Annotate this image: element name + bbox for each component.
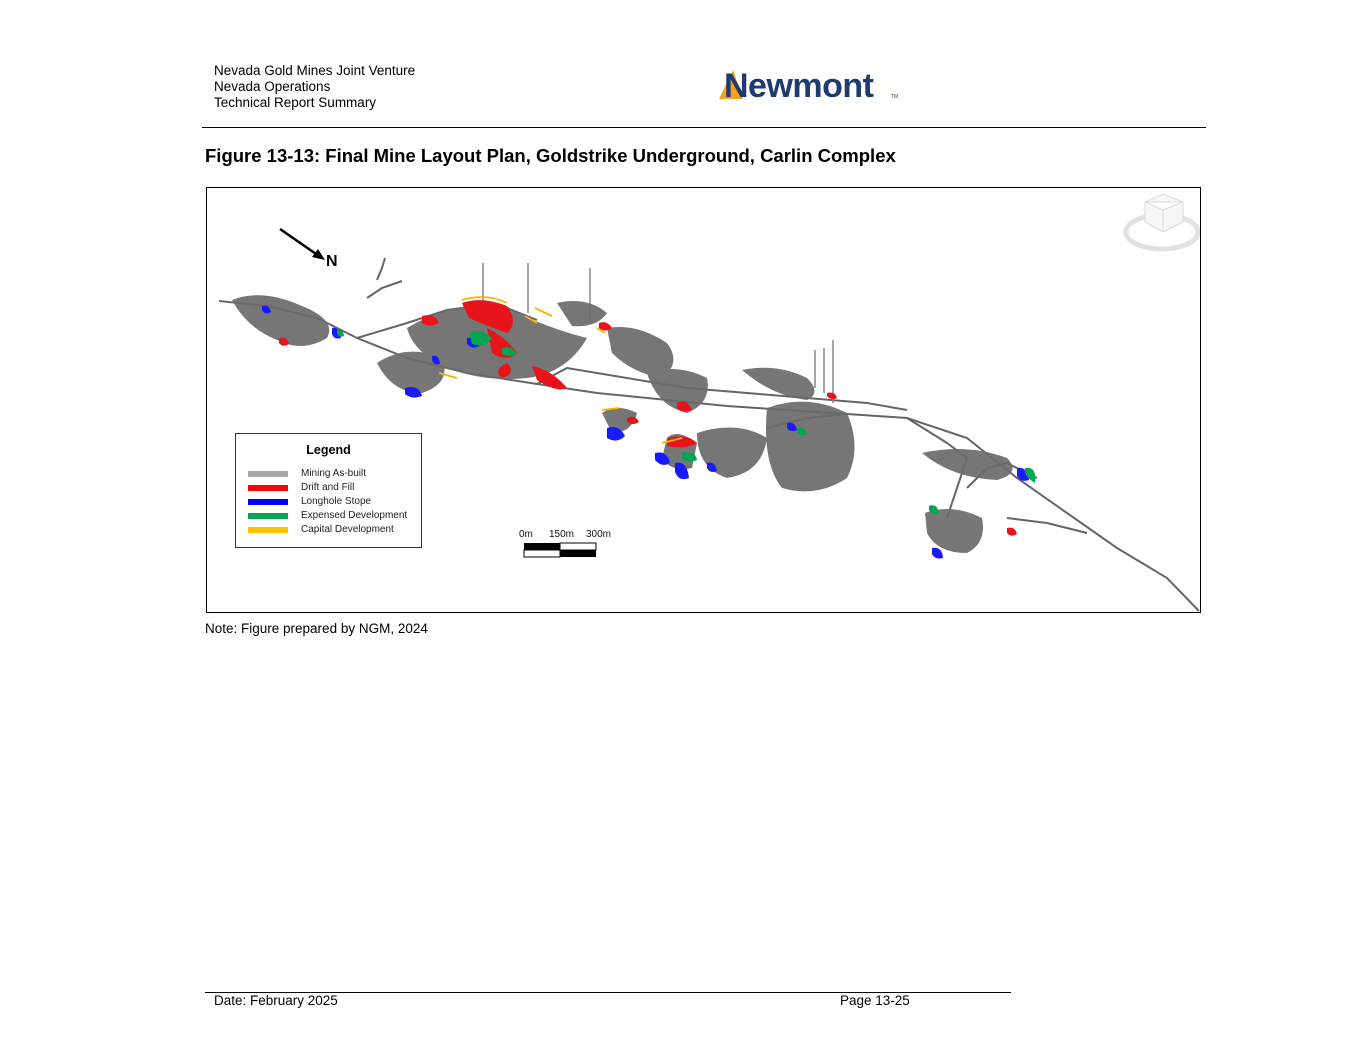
legend-label: Capital Development — [301, 524, 394, 535]
legend-label: Mining As-built — [301, 468, 367, 479]
logo-wordmark: Newmont — [724, 67, 874, 105]
legend-swatch — [248, 527, 288, 533]
legend-label: Drift and Fill — [301, 482, 355, 493]
header-text-block — [214, 63, 415, 111]
header-report: Technical Report Summary — [214, 95, 377, 110]
header-company: Nevada Gold Mines Joint Venture — [214, 63, 416, 78]
figure-title: Figure 13-13: Final Mine Layout Plan, Goldstrike Underground, Carlin Complex — [205, 145, 896, 166]
figure-note: Note: Figure prepared by NGM, 2024 — [205, 621, 428, 636]
legend-swatch — [248, 499, 288, 505]
scale-bar — [524, 543, 596, 557]
legend-label: Expensed Development — [301, 510, 408, 521]
legend-label: Longhole Stope — [301, 496, 372, 507]
logo-trademark: TM — [891, 94, 899, 100]
map-legend — [235, 433, 422, 548]
view-cube-icon — [1126, 194, 1198, 249]
header-operations: Nevada Operations — [214, 79, 331, 94]
footer-page-number: Page 13-25 — [840, 993, 910, 1008]
legend-swatch — [248, 471, 288, 477]
newmont-logo — [719, 66, 904, 106]
scale-label-300: 300m — [586, 529, 612, 540]
scale-label-0: 0m — [519, 529, 533, 540]
scale-label-150: 150m — [549, 529, 575, 540]
legend-title: Legend — [306, 443, 351, 457]
mine-layout-figure — [206, 187, 1201, 613]
footer-date: Date: February 2025 — [214, 993, 338, 1008]
legend-swatch — [248, 485, 288, 491]
mine-layout-map — [207, 188, 1201, 613]
north-label: N — [326, 253, 338, 270]
legend-swatch — [248, 513, 288, 519]
header-divider — [202, 127, 1206, 128]
north-arrow-icon — [280, 229, 325, 260]
